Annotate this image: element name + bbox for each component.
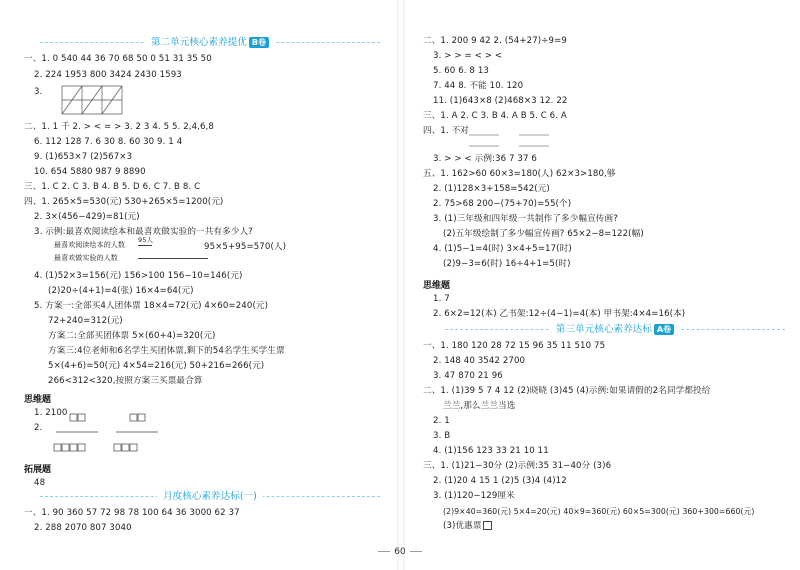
answer-line: 2. (1)128×3+158=542(元): [433, 184, 550, 194]
left-page: [0, 0, 397, 570]
answer-line: 1. 7: [433, 294, 450, 304]
section-heading: 思维题: [423, 281, 451, 291]
answer-line: 48: [34, 478, 46, 488]
answer-line: 11. (1)643×8 (2)468×3 12. 22: [433, 96, 568, 106]
answer-line: 2.: [34, 423, 43, 433]
answer-line: 6. 112 128 7. 6 30 8. 60 30 9. 1 4: [34, 137, 183, 147]
answer-line: 3.: [34, 87, 43, 97]
answer-line: 3. (1)120−129厘米: [433, 491, 515, 501]
answer-line: 三、1. (1)21−30分 (2)示例:35 31−40分 (3)6: [423, 461, 612, 471]
answer-line: 2. 224 1953 800 3424 2430 1593: [34, 70, 182, 80]
answer-line: 3. 47 870 21 96: [433, 371, 503, 381]
answer-line: 266<312<320,按照方案三买票最合算: [48, 376, 203, 386]
section-header-unit2: [40, 36, 380, 50]
answer-line: 2. 75>68 200−(75+70)=55(个): [433, 199, 572, 209]
answer-line: 1. 2100: [34, 408, 68, 418]
answer-line: 方案二:全部买团体票 5×(60+4)=320(元): [48, 331, 216, 341]
answer-line: 4. (1)5−1=4(时) 3×4+5=17(时): [433, 244, 572, 254]
answer-line: 三、1. A 2. C 3. B 4. A B 5. C 6. A: [423, 111, 567, 121]
answer-line: 3. (1)三年级和四年级一共制作了多少幅宣传画?: [433, 214, 618, 224]
answer-line: 四、1. 不对: [423, 126, 470, 136]
section-badge: B卷: [249, 37, 269, 48]
answer-line: 5. 60 6. 8 13: [433, 66, 489, 76]
answer-line: 72+240=312(元): [48, 316, 123, 326]
answer-line: 2. 148 40 3542 2700: [433, 356, 526, 366]
answer-line: 3. > > < 示例:36 7 37 6: [433, 154, 537, 164]
book-gutter: [397, 0, 405, 570]
vertical-calc-figure: [52, 412, 172, 456]
answer-line: 2. 288 2070 807 3040: [34, 523, 132, 533]
answer-line: 2. 6×2=12(本) 乙书架:12÷(4−1)=4(本) 甲书架:4×4=16(本): [433, 309, 686, 319]
answer-line: 二、1. 1 千 2. > < = > 3. 2 3 4. 5 5. 2,4,6,8: [24, 122, 214, 132]
section-title: 月度核心素养达标(一): [157, 491, 263, 502]
section-header-unit3: [445, 323, 785, 337]
answer-line: (2)五年级绘制了多少幅宣传画? 65×2−8=122(幅): [443, 229, 644, 239]
diagram-bar-label: 95人: [138, 236, 154, 244]
answer-line: (2)9−3=6(时) 16÷4+1=5(时): [443, 259, 571, 269]
answer-line: 10. 654 5880 987 9 8890: [34, 167, 146, 177]
answer-line: 四、1. 265×5=530(元) 530+265×5=1200(元): [24, 197, 224, 207]
section-title: 第二单元核心素养提优: [150, 37, 247, 48]
number-grid-figure: [52, 83, 132, 117]
answer-line: 3. 示例:最喜欢阅读绘本和最喜欢做实验的一共有多少人?: [34, 227, 253, 237]
answer-line: (2)20÷(4+1)=4(张) 16×4=64(元): [48, 286, 194, 296]
answer-line: 五、1. 162>60 60×3=180(人) 62×3>180,够: [423, 169, 616, 179]
answer-line: 2. (1)20 4 15 1 (2)5 (3)4 (4)12: [433, 476, 567, 486]
answer-line: 2. 3×(456−429)=81(元): [34, 212, 140, 222]
vertical-calc-figure: [465, 121, 565, 149]
checkbox-icon: [483, 521, 492, 530]
section-heading: 拓展题: [24, 465, 52, 475]
answer-line: 兰兰,那么兰兰当选: [443, 401, 516, 411]
diagram-calc: 95×5+95=570(人): [204, 242, 287, 252]
answer-line: 7. 44 8. 不能 10. 120: [433, 81, 524, 91]
answer-line: 4. (1)52×3=156(元) 156>100 156−10=146(元): [34, 271, 243, 281]
answer-line: 二、1. 200 9 42 2. (54+27)÷9=9: [423, 36, 567, 46]
answer-line: 一、1. 0 540 44 36 70 68 50 0 51 31 35 50: [24, 54, 212, 64]
section-badge: A卷: [654, 324, 674, 335]
answer-line: 3. > > = < > <: [433, 51, 503, 61]
answer-line: 方案三:4位老师和6名学生买团体票,剩下的54名学生买学生票: [48, 346, 285, 356]
answer-line: 3. B: [433, 431, 451, 441]
answer-text: (3)优惠票: [443, 521, 482, 531]
section-heading: 思维题: [24, 395, 52, 405]
diagram-row-label: 最喜欢阅读绘本的人数: [54, 241, 125, 249]
answer-line: [443, 521, 492, 532]
answer-line: 5. 方案一:全部买4人团体票 18×4=72(元) 4×60=240(元): [34, 301, 269, 311]
page-number: 60: [368, 547, 432, 557]
section-title: 第三单元核心素养达标: [555, 324, 652, 335]
answer-line: 2. 1: [433, 416, 450, 426]
right-page: [405, 0, 800, 570]
answer-line: 二、1. (1)39 5 7 4 12 (2)晓晓 (3)45 (4)示例:如果请假的2名同学都投给: [423, 386, 711, 396]
answer-line: 5×(4+6)=50(元) 4×54=216(元) 50+216=266(元): [48, 361, 265, 371]
answer-line: 4. (1)156 123 33 21 10 11: [433, 446, 549, 456]
diagram-bar: [138, 258, 208, 259]
diagram-row-label: 最喜欢做实验的人数: [54, 254, 118, 262]
answer-line: 9. (1)653×7 (2)567×3: [34, 152, 133, 162]
answer-line: 一、1. 90 360 57 72 98 78 100 64 36 3000 62 37: [24, 508, 240, 518]
section-header-monthly: [40, 490, 380, 504]
bar-diagram: [54, 236, 287, 266]
answer-line: 三、1. C 2. C 3. B 4. B 5. D 6. C 7. B 8. C: [24, 182, 201, 192]
answer-line: (2)9×40=360(元) 5×4=20(元) 40×9=360(元) 60×5=300(元) 360+300=660(元): [443, 507, 755, 516]
answer-line: 一、1. 180 120 28 72 15 96 35 11 510 75: [423, 341, 606, 351]
